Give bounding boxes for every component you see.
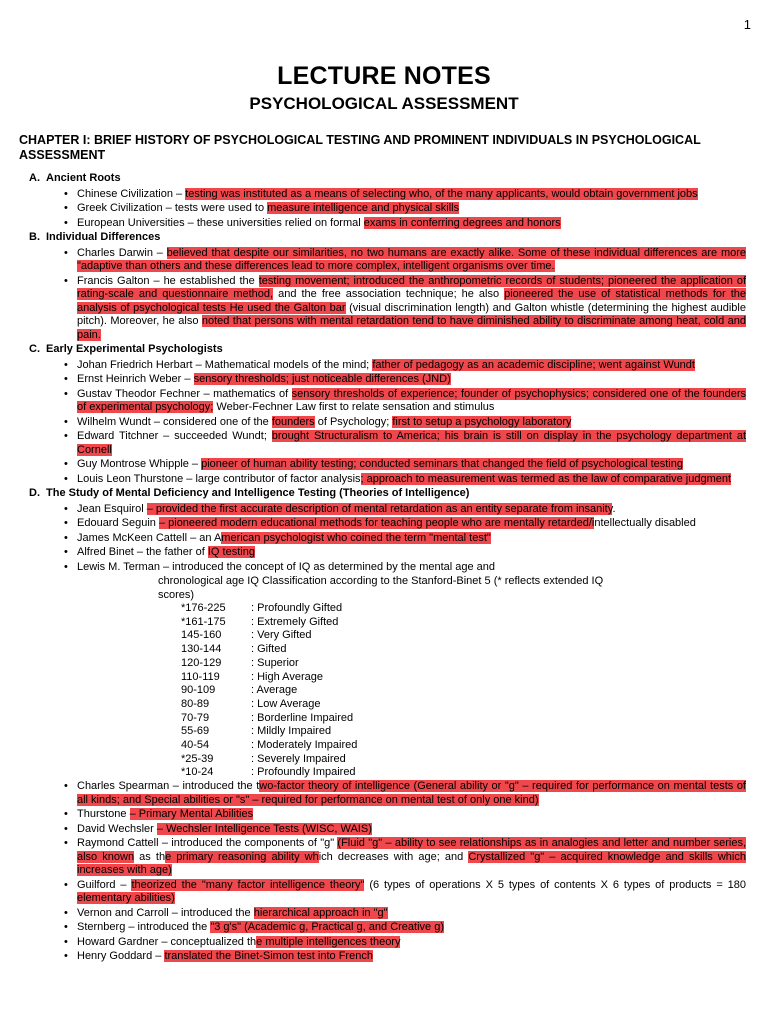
highlighted-text: merican psychologist who coined the term "mental test" [221, 531, 491, 544]
lecture-content [0, 172, 768, 965]
bullet-list [0, 503, 768, 964]
list-item [0, 837, 768, 878]
list-item [0, 359, 768, 373]
highlighted-text: – Wechsler Intelligence Tests (WISC, WAIS) [156, 822, 372, 835]
iq-range: 145-160 [181, 629, 222, 642]
highlighted-text: believed that despite our similarities, no two humans are exactly alike. Some of these individual differences are more "adaptive than others and these differences lead to more complex, intelligent organisms over time. [77, 246, 746, 272]
section-letter: D. [29, 487, 40, 499]
section-heading [0, 487, 768, 501]
item-text: ntellectually disabled [594, 517, 696, 529]
iq-classification-row [0, 602, 768, 616]
highlighted-text: exams in conferring degrees and honors [363, 216, 561, 229]
list-item [0, 532, 768, 546]
highlighted-text: elementary abilities) [77, 892, 175, 905]
iq-classification-row [0, 657, 768, 671]
iq-range: 120-129 [181, 656, 222, 669]
highlighted-text: noted that persons with mental retardation tend to have diminished ability to discriminate among heat, cold and pain. [77, 315, 746, 341]
highlighted-text: e primary reasoning ability wh [165, 850, 319, 863]
highlighted-text: – pioneered modern educational methods for teaching people who are mentally retarded/i [158, 517, 595, 529]
item-text: and the free association technique; he also [273, 288, 505, 300]
item-text: . [612, 502, 616, 515]
highlighted-text: theorized the "many factor intelligence theory" [131, 878, 365, 891]
highlighted-text: pioneered the use of statistical methods for the analysis of psychological tests He used the Galton bar [77, 288, 746, 314]
iq-classification-row [0, 643, 768, 657]
item-text: Lewis M. Terman – introduced the concept of IQ as determined by the mental age and [77, 560, 496, 573]
list-item [0, 879, 768, 906]
highlighted-text: e multiple intelligences theory [256, 935, 401, 948]
item-text: Sternberg – introduced the [77, 921, 211, 934]
list-item [0, 517, 768, 531]
list-item [0, 388, 768, 415]
item-text: Louis Leon Thurstone – large contributor of factor analysis [77, 472, 361, 485]
list-item [0, 416, 768, 430]
iq-label: : Low Average [251, 697, 321, 710]
section-title: Early Experimental Psychologists [46, 343, 223, 355]
iq-classification-row [0, 753, 768, 767]
highlighted-text: – Primary Mental Abilities [129, 808, 254, 821]
list-item [0, 275, 768, 343]
item-text: Raymond Cattell – introduced the components of "g" [77, 837, 338, 850]
list-item [0, 921, 768, 935]
iq-classification-row [0, 698, 768, 712]
item-text: Gustav Theodor Fechner – mathematics of [77, 387, 292, 400]
item-text: Wilhelm Wundt – considered one of the [77, 415, 272, 428]
iq-range: *176-225 [181, 602, 226, 614]
list-item [0, 780, 768, 807]
list-item [0, 561, 768, 575]
iq-classification-row [0, 671, 768, 685]
item-text: Henry Goddard – [77, 950, 165, 963]
highlighted-text: IQ testing [207, 546, 255, 558]
iq-classification-row [0, 739, 768, 753]
iq-classification-intro: chronological age IQ Classification according to the Stanford-Binet 5 (* reflects extended IQ scores) [158, 575, 604, 601]
highlighted-text: "3 g's" (Academic g, Practical g, and Creative g) [210, 921, 444, 934]
highlighted-text: pioneer of human ability testing; conducted seminars that changed the field of psychological testing [201, 458, 683, 470]
item-text: (6 types of operations X 5 types of contents X 6 types of products = 180 [364, 878, 747, 891]
highlighted-text: translated the Binet-Simon test into French [164, 950, 373, 963]
iq-classification-row [0, 725, 768, 739]
list-item [0, 188, 768, 202]
iq-label: : Extremely Gifted [251, 615, 339, 628]
iq-range: 70-79 [181, 711, 210, 724]
item-text: Charles Darwin – [77, 246, 167, 259]
list-item [0, 217, 768, 231]
list-item [0, 202, 768, 216]
item-text: Chinese Civilization – [77, 187, 186, 200]
list-item [0, 458, 768, 472]
iq-label: : Severely Impaired [251, 752, 346, 765]
list-item [0, 373, 768, 387]
iq-range: *25-39 [181, 752, 214, 765]
item-text: Thurstone [77, 808, 130, 821]
highlighted-text: founders [271, 415, 315, 428]
iq-range: *10-24 [181, 766, 214, 779]
list-item [0, 950, 768, 964]
chapter-heading: CHAPTER I: BRIEF HISTORY OF PSYCHOLOGICAL TESTING AND PROMINENT INDIVIDUALS IN PSYCHOLOGICAL ASSESSMENT [19, 133, 701, 162]
item-text: David Wechsler [77, 822, 157, 835]
item-text: Francis Galton – he established the [77, 274, 259, 287]
highlighted-text: – provided the first accurate description of mental retardation as an entity separate from insanity [146, 502, 613, 515]
highlighted-text: first to setup a psychology laboratory [392, 415, 572, 428]
highlighted-text: sensory thresholds; just noticeable differences (JND) [193, 373, 451, 385]
highlighted-text: wo-factor theory of intelligence (General ability or "g" – required for performance on mental tests of all kinds; and Special abilities or "s" – required for performance on mental test of only one kind) [77, 780, 746, 806]
item-text: ich decreases with age; and [318, 850, 469, 863]
item-text: Greek Civilization – tests were used to [77, 202, 268, 214]
item-text: Guilford – [77, 878, 132, 891]
iq-classification-row [0, 766, 768, 780]
iq-label: : Profoundly Gifted [251, 602, 343, 614]
list-item [0, 907, 768, 921]
iq-label: : Superior [251, 656, 299, 669]
item-text: James McKeen Cattell – an A [77, 531, 222, 544]
item-text: (visual discrimination length) and Galton whistle (determining the highest audible pitch). Moreover, he also [77, 301, 746, 327]
item-text: European Universities – these universities relied on formal [77, 216, 364, 229]
item-text: Edouard Seguin [77, 517, 159, 529]
iq-classification-row [0, 684, 768, 698]
section-letter: C. [29, 343, 40, 355]
highlighted-text: Crystallized "g" – acquired knowledge and skills which increases with age) [77, 850, 746, 877]
list-item [0, 823, 768, 837]
section-title: The Study of Mental Deficiency and Intelligence Testing (Theories of Intelligence) [46, 487, 470, 499]
iq-range: 110-119 [181, 670, 220, 683]
iq-label: : Profoundly Impaired [251, 766, 356, 779]
iq-label: : High Average [251, 670, 323, 683]
highlighted-text: measure intelligence and physical skills [267, 202, 460, 214]
highlighted-text: hierarchical approach in "g" [253, 906, 388, 919]
highlighted-text: father of pedagogy as an academic discipline; went against Wundt [372, 358, 695, 371]
item-text: Johan Friedrich Herbart – Mathematical models of the mind; [77, 358, 373, 371]
iq-label: : Borderline Impaired [251, 711, 354, 724]
iq-classification-row [0, 712, 768, 726]
item-text: Howard Gardner – conceptualized th [77, 935, 257, 948]
iq-classification-row [0, 616, 768, 630]
page-title: LECTURE NOTES [277, 62, 491, 90]
item-text: Vernon and Carroll – introduced the [77, 906, 254, 919]
highlighted-text: testing was instituted as a means of selecting who, of the many applicants, would obtain government jobs [185, 187, 698, 200]
list-item [0, 473, 768, 487]
page-number: 1 [743, 17, 751, 32]
section-heading [0, 172, 768, 186]
iq-classification-row [0, 629, 768, 643]
item-text: Weber-Fechner Law first to relate sensation and stimulus [213, 401, 495, 413]
list-item [0, 503, 768, 517]
iq-range: 130-144 [181, 643, 222, 656]
iq-range: 80-89 [181, 697, 210, 710]
highlighted-text: (Fluid "g" – ability to see relationships as in analogies and letter and number series, also known [77, 837, 746, 863]
iq-label: : Moderately Impaired [251, 739, 358, 752]
section-title: Ancient Roots [46, 172, 121, 184]
iq-label: : Very Gifted [251, 629, 312, 642]
iq-label: : Gifted [251, 643, 287, 656]
iq-label: : Average [251, 684, 298, 697]
highlighted-text: ; approach to measurement was termed as the law of comparative judgment [360, 472, 732, 485]
section-heading [0, 231, 768, 245]
highlighted-text: sensory thresholds of experience; founder of psychophysics; considered one of the founders of experimental psychology; [77, 387, 746, 413]
item-text: Jean Esquirol [77, 502, 147, 515]
highlighted-text: testing movement; introduced the anthropometric records of students; pioneered the application of rating-scale and questionnaire method, [77, 274, 746, 300]
highlighted-text: brought Structuralism to America; his brain is still on display in the psychology department at Cornell [77, 430, 746, 456]
iq-label: : Mildly Impaired [251, 725, 332, 738]
item-text: Ernst Heinrich Weber – [77, 373, 194, 385]
list-item [0, 936, 768, 950]
item-text: Guy Montrose Whipple – [77, 458, 202, 470]
iq-range: 55-69 [181, 725, 210, 738]
list-item [0, 247, 768, 274]
item-text: as th [134, 850, 166, 863]
bullet-list [0, 188, 768, 231]
bullet-list [0, 247, 768, 343]
list-item [0, 546, 768, 560]
bullet-list [0, 359, 768, 487]
iq-range: *161-175 [181, 615, 226, 628]
item-text: Charles Spearman – introduced the t [77, 780, 260, 793]
section-heading [0, 343, 768, 357]
item-text: of Psychology; [314, 415, 393, 428]
section-letter: B. [29, 231, 40, 243]
section-letter: A. [29, 172, 40, 184]
list-item [0, 430, 768, 457]
section-title: Individual Differences [46, 231, 161, 243]
item-text: Alfred Binet – the father of [77, 546, 208, 558]
page-subtitle: PSYCHOLOGICAL ASSESSMENT [249, 94, 519, 113]
iq-range: 40-54 [181, 739, 210, 752]
list-item [0, 808, 768, 822]
iq-range: 90-109 [181, 684, 216, 697]
item-text: Edward Titchner – succeeded Wundt; [77, 430, 272, 442]
